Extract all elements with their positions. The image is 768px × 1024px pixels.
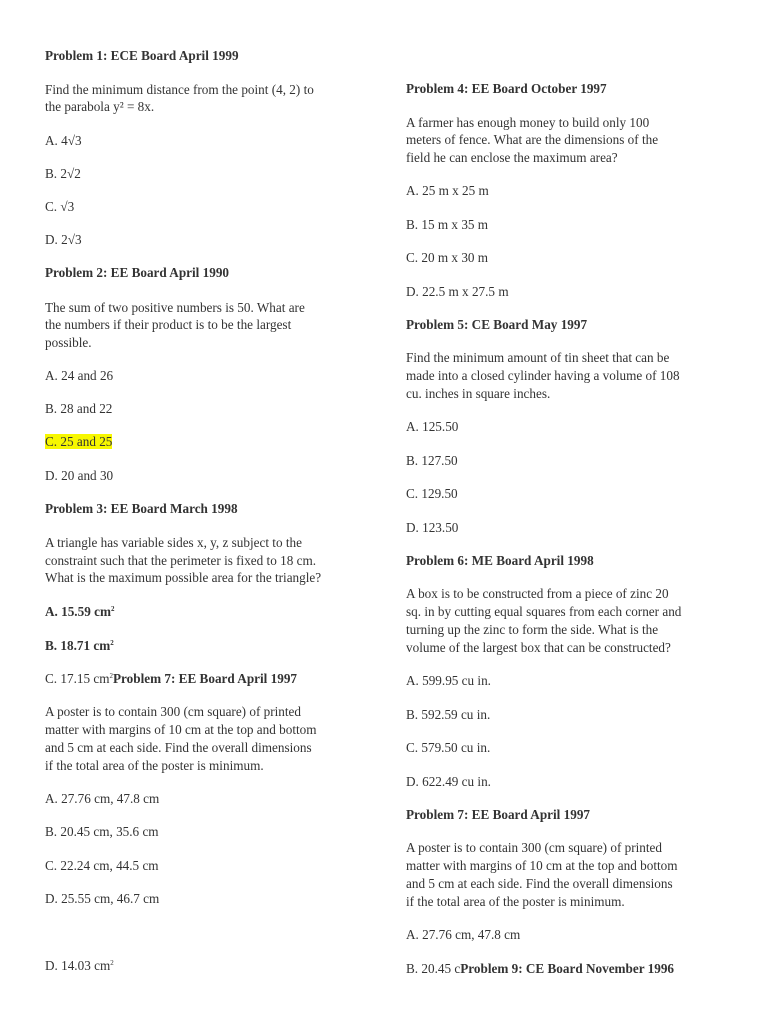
problem-4-option-c: C. 20 m x 30 m [406, 250, 489, 265]
problem-3-question-line: What is the maximum possible area for the triangle? [45, 570, 322, 585]
problem-3-question-line: A triangle has variable sides x, y, z subject to the [45, 535, 302, 550]
problem-6-option-c: C. 579.50 cu in. [406, 740, 491, 755]
superscript: 2 [109, 672, 113, 680]
problem-6-option-d: D. 622.49 cu in. [406, 774, 491, 789]
problem-4-question-line: meters of fence. What are the dimensions of the [406, 132, 659, 147]
problem-7-question-line: A poster is to contain 300 (cm square) of printed [45, 704, 301, 719]
problem-1-title: Problem 1: ECE Board April 1999 [45, 48, 239, 63]
problem-3-question-line: constraint such that the perimeter is fixed to 18 cm. [45, 553, 317, 568]
problem-2-option-c [45, 433, 112, 451]
problem-1-option-d: D. 2√3 [45, 232, 82, 247]
problem-6-question-line: volume of the largest box that can be constructed? [406, 640, 671, 655]
problem-7-question-line: if the total area of the poster is minimum. [406, 894, 625, 909]
problem-5-option-a: A. 125.50 [406, 419, 459, 434]
problem-7-option-a: A. 27.76 cm, 47.8 cm [406, 927, 521, 942]
problem-2-title: Problem 2: EE Board April 1990 [45, 265, 230, 280]
problem-5-question-line: cu. inches in square inches. [406, 386, 551, 401]
problem-9-title: Problem 9: CE Board November 1996 [460, 961, 675, 976]
problem-3-option-c [45, 670, 297, 688]
problem-1-question-line: Find the minimum distance from the point (4, 2) to [45, 82, 314, 97]
problem-7-question-line: matter with margins of 10 cm at the top and bottom [406, 858, 678, 873]
problem-6-question-line: sq. in by cutting equal squares from each corner and [406, 604, 682, 619]
problem-1-option-c: C. √3 [45, 199, 75, 214]
problem-7-question-line: and 5 cm at each side. Find the overall dimensions [45, 740, 312, 755]
problem-1-option-b: B. 2√2 [45, 166, 81, 181]
problem-3-option-a [45, 603, 114, 621]
problem-4-option-d: D. 22.5 m x 27.5 m [406, 284, 509, 299]
option-text: A. 15.59 cm [45, 604, 111, 619]
superscript: 2 [110, 605, 115, 613]
problem-5-question-line: Find the minimum amount of tin sheet that can be [406, 350, 670, 365]
problem-6-option-a: A. 599.95 cu in. [406, 673, 491, 688]
problem-3-title: Problem 3: EE Board March 1998 [45, 501, 238, 516]
problem-1-question-line: the parabola y² = 8x. [45, 99, 155, 114]
problem-4-option-b: B. 15 m x 35 m [406, 217, 489, 232]
problem-2-question-line: the numbers if their product is to be the largest [45, 317, 292, 332]
option-text: D. 14.03 cm [45, 958, 111, 973]
problem-7-option-b: B. 20.45 cm, 35.6 cm [45, 824, 159, 839]
problem-2-question-line: The sum of two positive numbers is 50. What are [45, 300, 305, 315]
problem-1-option-a: A. 4√3 [45, 133, 82, 148]
problem-6-question-line: turning up the zinc to form the side. What is the [406, 622, 659, 637]
option-text: B. 18.71 cm [45, 638, 111, 653]
highlighted-answer: C. 25 and 25 [45, 434, 113, 449]
problem-2-option-d: D. 20 and 30 [45, 468, 114, 483]
problem-2-question-line: possible. [45, 335, 92, 350]
problem-7-question-line: if the total area of the poster is minimum. [45, 758, 264, 773]
problem-7-overlap-title: Problem 7: EE Board April 1997 [112, 671, 298, 686]
problem-7-question-line: A poster is to contain 300 (cm square) of printed [406, 840, 662, 855]
problem-3-option-d [45, 957, 114, 975]
option-text: C. 17.15 cm [45, 671, 110, 686]
problem-7-option-d: D. 25.55 cm, 46.7 cm [45, 891, 160, 906]
problem-7-question-line: and 5 cm at each side. Find the overall dimensions [406, 876, 673, 891]
problem-2-option-a: A. 24 and 26 [45, 368, 114, 383]
problem-4-option-a: A. 25 m x 25 m [406, 183, 489, 198]
problem-7-option-a: A. 27.76 cm, 47.8 cm [45, 791, 160, 806]
problem-5-title: Problem 5: CE Board May 1997 [406, 317, 588, 332]
superscript: 2 [110, 639, 114, 647]
problem-7-question-line: matter with margins of 10 cm at the top and bottom [45, 722, 317, 737]
problem-4-question-line: A farmer has enough money to build only 100 [406, 115, 650, 130]
problem-5-option-d: D. 123.50 [406, 520, 459, 535]
problem-7-title: Problem 7: EE Board April 1997 [406, 807, 591, 822]
problem-6-option-b: B. 592.59 cu in. [406, 707, 491, 722]
problem-5-option-b: B. 127.50 [406, 453, 458, 468]
problem-6-question-line: A box is to be constructed from a piece of zinc 20 [406, 586, 669, 601]
problem-3-option-b [45, 637, 114, 655]
option-text: B. 20.45 c [406, 961, 461, 976]
problem-7-option-b-partial [406, 960, 674, 978]
problem-5-question-line: made into a closed cylinder having a volume of 108 [406, 368, 680, 383]
problem-2-option-b: B. 28 and 22 [45, 401, 113, 416]
problem-6-title: Problem 6: ME Board April 1998 [406, 553, 594, 568]
problem-4-question-line: field he can enclose the maximum area? [406, 150, 618, 165]
problem-4-title: Problem 4: EE Board October 1997 [406, 81, 607, 96]
superscript: 2 [110, 959, 114, 967]
problem-7-option-c: C. 22.24 cm, 44.5 cm [45, 858, 159, 873]
problem-5-option-c: C. 129.50 [406, 486, 458, 501]
